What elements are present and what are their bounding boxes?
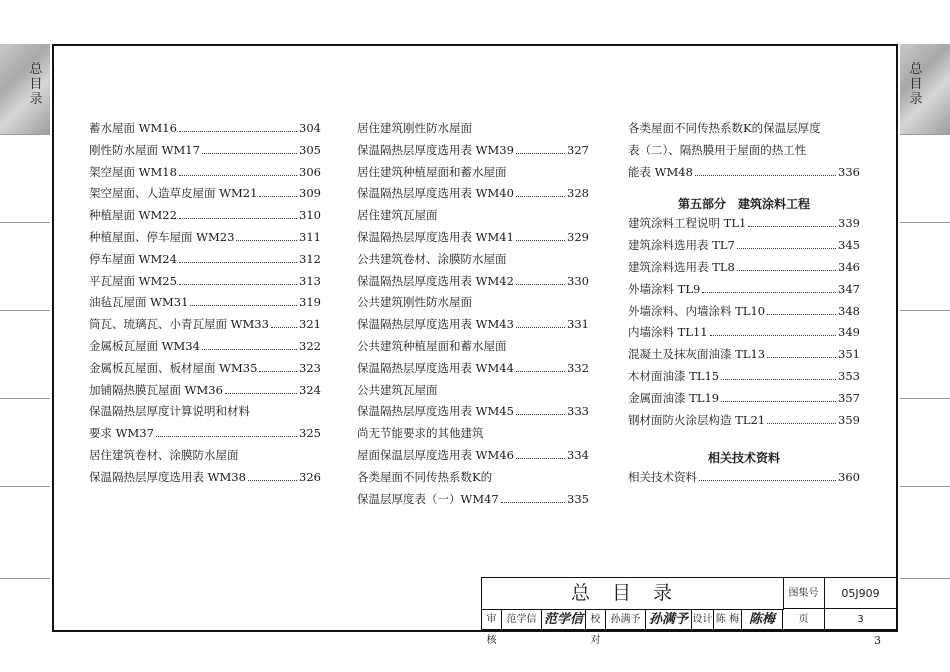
toc-column-2 (357, 120, 589, 512)
toc-entry (89, 382, 321, 404)
toc-entry-line: 公共建筑瓦屋面 (357, 382, 438, 397)
design-label: 设计 (692, 609, 714, 630)
toc-entry-page: 331 (567, 317, 589, 332)
toc-entry (89, 229, 321, 251)
toc-entry-page: 359 (838, 412, 860, 427)
toc-entry (628, 164, 860, 186)
toc-entry (628, 469, 860, 491)
dot-leader (202, 340, 297, 350)
toc-entry-title: 保温隔热层厚度选用表 WM38 (89, 469, 246, 484)
side-divider (900, 398, 950, 399)
toc-entry (357, 360, 589, 382)
toc-column-3 (628, 120, 860, 491)
toc-entry-title: 蓄水屋面 WM16 (89, 121, 177, 135)
toc-entry (628, 237, 860, 259)
toc-entry-page: 339 (838, 216, 860, 231)
toc-entry-page: 311 (299, 229, 321, 244)
side-divider (0, 134, 50, 135)
side-divider (900, 222, 950, 223)
toc-entry (628, 259, 860, 281)
toc-entry-page: 312 (299, 251, 321, 266)
side-divider (900, 486, 950, 487)
side-divider (900, 310, 950, 311)
toc-entry-page: 328 (567, 186, 589, 201)
toc-entry-title: 钢材面防火涂层构造 TL21 (628, 412, 766, 427)
toc-entry-page: 345 (838, 238, 860, 253)
dot-leader (516, 144, 565, 154)
toc-entry (89, 207, 321, 229)
toc-entry-line: 公共建筑刚性防水屋面 (357, 295, 472, 310)
review-signature: 范学信 (542, 609, 586, 630)
dot-leader (695, 166, 836, 176)
toc-entry-title: 停车屋面 WM24 (89, 251, 177, 266)
side-divider (0, 398, 50, 399)
toc-entry (628, 368, 860, 390)
toc-entry-page: 305 (299, 142, 321, 157)
dot-leader (767, 305, 836, 315)
dot-leader (179, 209, 297, 219)
toc-entry-page: 348 (838, 303, 860, 318)
toc-entry (628, 324, 860, 346)
review-name: 范学信 (502, 609, 542, 630)
page-label: 页 (783, 609, 825, 630)
toc-entry-line: 居住建筑瓦屋面 (357, 208, 438, 223)
toc-entry-title: 平瓦屋面 WM25 (89, 273, 177, 288)
toc-entry-title: 保温隔热层厚度选用表 WM44 (357, 360, 514, 375)
toc-entry-line: 居住建筑刚性防水屋面 (357, 121, 472, 135)
dot-leader (516, 275, 565, 285)
toc-entry-page: 353 (838, 368, 860, 383)
title-block-title: 总目录 (482, 578, 784, 610)
toc-entry (357, 403, 589, 425)
toc-entry-title: 油毡瓦屋面 WM31 (89, 295, 189, 310)
dot-leader (248, 471, 297, 481)
dot-leader (516, 231, 565, 241)
toc-entry-title: 刚性防水屋面 WM17 (89, 142, 200, 157)
toc-entry-page: 330 (567, 273, 589, 288)
dot-leader (748, 217, 836, 227)
toc-entry-title: 能表 WM48 (628, 164, 693, 179)
toc-entry (357, 447, 589, 469)
toc-entry-line: 尚无节能要求的其他建筑 (357, 426, 484, 441)
page-number: 3 (874, 634, 881, 647)
check-name: 孙满予 (606, 609, 646, 630)
check-signature: 孙满予 (646, 609, 692, 630)
dot-leader (737, 261, 836, 271)
atlas-number: 05J909 (825, 578, 897, 609)
toc-entry-title: 加铺隔热膜瓦屋面 WM36 (89, 382, 223, 397)
toc-entry-title: 建筑涂料工程说明 TL1 (628, 216, 747, 231)
side-divider (0, 486, 50, 487)
dot-leader (516, 318, 565, 328)
toc-entry-title: 保温隔热层厚度选用表 WM43 (357, 317, 514, 332)
dot-leader (699, 471, 836, 481)
toc-entry-title: 混凝土及抹灰面油漆 TL13 (628, 347, 766, 362)
toc-entry-title: 保温隔热层厚度选用表 WM40 (357, 186, 514, 201)
toc-entry-title: 架空屋面 WM18 (89, 164, 177, 179)
toc-entry-page: 324 (299, 382, 321, 397)
dot-leader (767, 348, 836, 358)
toc-entry-title: 外墙涂料 TL9 (628, 281, 701, 296)
toc-entry-page: 325 (299, 426, 321, 441)
toc-entry-page: 313 (299, 273, 321, 288)
toc-entry (357, 185, 589, 207)
toc-entry (89, 185, 321, 207)
toc-entry-title: 金属板瓦屋面、板材屋面 WM35 (89, 360, 258, 375)
toc-entry-page: 336 (838, 164, 860, 179)
toc-entry-title: 内墙涂料 TL11 (628, 325, 708, 340)
toc-entry-page: 323 (299, 360, 321, 375)
dot-leader (702, 283, 836, 293)
dot-leader (516, 405, 565, 415)
toc-entry-page: 360 (838, 470, 860, 485)
toc-entry-page: 357 (838, 390, 860, 405)
toc-entry (357, 229, 589, 251)
dot-leader (767, 414, 836, 424)
design-signature: 陈梅 (742, 609, 783, 630)
dot-leader (156, 427, 297, 437)
dot-leader (179, 166, 297, 176)
toc-entry-page: 335 (567, 491, 589, 506)
toc-entry-title: 建筑涂料选用表 TL7 (628, 238, 735, 253)
toc-entry-title: 相关技术资料 (628, 470, 697, 485)
side-divider (0, 310, 50, 311)
toc-entry-page: 310 (299, 208, 321, 223)
toc-entry (89, 338, 321, 360)
toc-entry-page: 351 (838, 347, 860, 362)
toc-entry (89, 251, 321, 273)
side-divider (0, 222, 50, 223)
side-divider (900, 134, 950, 135)
section-heading: 第五部分 建筑涂料工程 (677, 197, 810, 212)
atlas-label: 图集号 (783, 578, 825, 609)
dot-leader (516, 362, 565, 372)
side-tab-label: 总目录 (909, 62, 923, 107)
toc-entry (357, 491, 589, 513)
toc-entry-title: 种植屋面、停车屋面 WM23 (89, 229, 235, 244)
dot-leader (190, 296, 297, 306)
dot-leader (179, 275, 297, 285)
toc-entry (628, 215, 860, 237)
toc-entry (357, 273, 589, 295)
dot-leader (516, 449, 565, 459)
toc-entry (628, 281, 860, 303)
dot-leader (202, 144, 297, 154)
toc-entry-line: 保温隔热层厚度计算说明和材料 (89, 404, 250, 419)
side-tab-left (0, 44, 50, 134)
toc-entry-title: 筒瓦、琉璃瓦、小青瓦屋面 WM33 (89, 317, 269, 332)
toc-entry-page: 321 (299, 317, 321, 332)
toc-entry-line: 公共建筑卷材、涂膜防水屋面 (357, 251, 507, 266)
toc-entry-line: 居住建筑种植屋面和蓄水屋面 (357, 164, 507, 179)
dot-leader (179, 253, 297, 263)
dot-leader (271, 318, 297, 328)
page-value: 3 (825, 609, 897, 630)
toc-entry-title: 木材面油漆 TL15 (628, 368, 720, 383)
toc-entry-page: 319 (299, 295, 321, 310)
dot-leader (516, 187, 565, 197)
dot-leader (721, 370, 836, 380)
toc-entry-title: 保温层厚度表（一）WM47 (357, 491, 499, 506)
toc-entry (89, 294, 321, 316)
toc-entry (89, 425, 321, 447)
toc-entry-line: 居住建筑卷材、涂膜防水屋面 (89, 447, 239, 462)
dot-leader (737, 239, 836, 249)
toc-entry-title: 屋面保温层厚度选用表 WM46 (357, 447, 514, 462)
toc-entry (89, 469, 321, 491)
toc-entry-page: 322 (299, 338, 321, 353)
toc-entry (89, 120, 321, 142)
dot-leader (721, 392, 836, 402)
toc-entry (357, 142, 589, 164)
side-divider (0, 578, 50, 579)
toc-entry-title: 保温隔热层厚度选用表 WM42 (357, 273, 514, 288)
toc-entry-page: 332 (567, 360, 589, 375)
toc-entry-line: 各类屋面不同传热系数K的 (357, 469, 493, 484)
toc-entry-page: 304 (299, 121, 321, 135)
toc-entry (628, 390, 860, 412)
toc-entry-page: 347 (838, 281, 860, 296)
side-tab-label: 总目录 (29, 62, 43, 107)
toc-entry-title: 建筑涂料选用表 TL8 (628, 259, 735, 274)
toc-entry-page: 309 (299, 186, 321, 201)
design-name: 陈 梅 (714, 609, 742, 630)
title-block (481, 577, 897, 646)
dot-leader (501, 493, 565, 503)
toc-entry-line: 表（二）、隔热膜用于屋面的热工性 (628, 142, 807, 157)
toc-entry-title: 保温隔热层厚度选用表 WM39 (357, 142, 514, 157)
toc-entry-title: 种植屋面 WM22 (89, 208, 177, 223)
toc-entry-title: 金属面油漆 TL19 (628, 390, 720, 405)
check-label: 校对 (586, 609, 606, 630)
toc-entry-page: 306 (299, 164, 321, 179)
toc-entry (628, 412, 860, 434)
toc-entry-page: 334 (567, 447, 589, 462)
toc-entry (89, 360, 321, 382)
toc-entry-title: 要求 WM37 (89, 426, 154, 441)
toc-entry-title: 金属板瓦屋面 WM34 (89, 338, 200, 353)
toc-entry-page: 349 (838, 325, 860, 340)
review-label: 审核 (482, 609, 502, 630)
dot-leader (259, 187, 297, 197)
toc-entry-title: 保温隔热层厚度选用表 WM45 (357, 404, 514, 419)
dot-leader (259, 362, 297, 372)
toc-entry-page: 329 (567, 229, 589, 244)
toc-entry-title: 保温隔热层厚度选用表 WM41 (357, 229, 514, 244)
dot-leader (179, 122, 297, 132)
toc-entry (628, 346, 860, 368)
side-tab-right (900, 44, 950, 134)
section-heading: 相关技术资料 (707, 451, 780, 466)
toc-column-1 (89, 120, 321, 491)
toc-entry (357, 316, 589, 338)
toc-entry (89, 273, 321, 295)
toc-entry-line: 各类屋面不同传热系数K的保温层厚度 (628, 121, 821, 135)
toc-entry (89, 316, 321, 338)
side-divider (900, 578, 950, 579)
dot-leader (710, 326, 836, 336)
toc-entry-page: 346 (838, 259, 860, 274)
toc-entry-title: 架空屋面、人造草皮屋面 WM21 (89, 186, 258, 201)
toc-entry (628, 303, 860, 325)
toc-entry-page: 327 (567, 142, 589, 157)
toc-entry-title: 外墙涂料、内墙涂料 TL10 (628, 303, 766, 318)
dot-leader (236, 231, 297, 241)
toc-entry (89, 142, 321, 164)
toc-entry (89, 164, 321, 186)
toc-entry-page: 326 (299, 469, 321, 484)
toc-entry-page: 333 (567, 404, 589, 419)
dot-leader (225, 384, 297, 394)
toc-entry-line: 公共建筑种植屋面和蓄水屋面 (357, 338, 507, 353)
